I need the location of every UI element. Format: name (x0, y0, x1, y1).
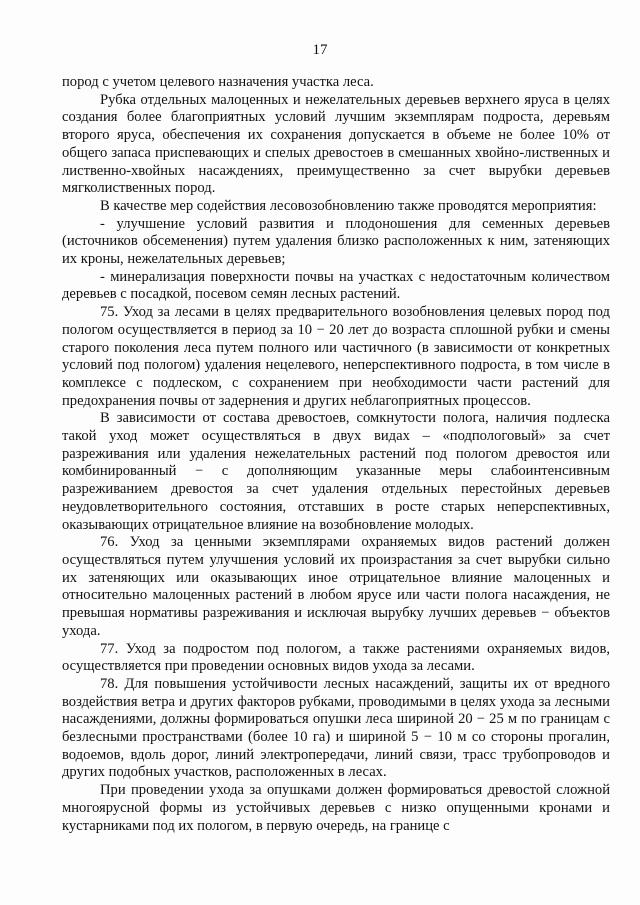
page-number: 17 (312, 42, 328, 58)
paragraph-clause-76: 76. Уход за ценными экземплярами охраняемых видов растений должен осуществляться путем улучшения условий их произрастания за счет вырубки сильно их затеняющих или оказывающих иное отрицательное влияние малоценных и относительно малоценных растений в любом ярусе или части полога насаждения, не превышая нормативы разреживания и исключая вырубку лучших деревьев − объектов ухода. (62, 534, 610, 639)
paragraph-selective-felling: Рубка отдельных малоценных и нежелательных деревьев верхнего яруса в целях создания более благоприятных условий лучшим экземплярам подроста, деревьям второго яруса, обеспечения их сохранения допускается в объеме не более 10% от общего запаса приспевающих и спелых древостоев в смешанных хвойно-лиственных и лиственно-хвойных насаждениях, преимущественно за счет вырубки деревьев мягколиственных пород. (62, 91, 610, 197)
paragraph-clause-75-types: В зависимости от состава древостоев, сомкнутости полога, наличия подлеска такой уход может осуществляться в двух видах – «подпологовый» за счет разреживания или удаления нежелательных растений под пологом древостоя или комбинированный − с дополняющим указанные меры слабоинтенсивным разреживанием древостоя за счет удаления отдельных перестойных деревьев неудовлетворительного состояния, отставших в росте старых неперспективных, оказывающих отрицательное влияние на возобновление молодых. (62, 410, 610, 533)
paragraph-clause-75: 75. Уход за лесами в целях предварительного возобновления целевых пород под пологом осуществляется в период за 10 − 20 лет до возраста сплошной рубки и смены старого поколения леса путем полного или частичного (в зависимости от конкретных условий под пологом) удаления нецелевого, неперспективного подроста, в том числе в комплексе с подлеском, с сохранением при необходимости части растений для предохранения почвы от задернения и других неблагоприятных процессов. (62, 304, 610, 409)
list-item-soil-mineralization: - минерализация поверхности почвы на участках с недостаточным количеством деревьев с посадкой, посевом семян лесных растений. (62, 268, 610, 303)
paragraph-clause-77: 77. Уход за подростом под пологом, а также растениями охраняемых видов, осуществляется при проведении основных видов ухода за лесами. (62, 640, 610, 675)
paragraph-measures-intro: В качестве мер содействия лесовозобновлению также проводятся мероприятия: (100, 197, 597, 214)
list-item-seed-trees: - улучшение условий развития и плодоношения для семенных деревьев (источников обсеменения) путем удаления близко расположенных к ним, затеняющих их кроны, нежелательных деревьев; (62, 215, 610, 268)
paragraph-continuation: пород с учетом целевого назначения участка леса. (62, 74, 374, 90)
paragraph-clause-78: 78. Для повышения устойчивости лесных насаждений, защиты их от вредного воздействия ветра и других факторов рубками, проводимыми в целях ухода за лесными насаждениями, должны формироваться опушки леса шириной 20 − 25 м по границам с безлесными пространствами (более 10 га) и шириной 5 − 10 м со стороны прогалин, водоемов, вдоль дорог, линий электропередачи, линий связи, трасс трубопроводов и других подобных участков, расположенных в лесах. (62, 675, 610, 781)
document-body (62, 74, 610, 835)
paragraph-edge-care: При проведении ухода за опушками должен формироваться древостой сложной многоярусной формы из устойчивых деревьев с низко опущенными кронами и кустарниками под их пологом, в первую очередь, на границе с (62, 782, 610, 834)
